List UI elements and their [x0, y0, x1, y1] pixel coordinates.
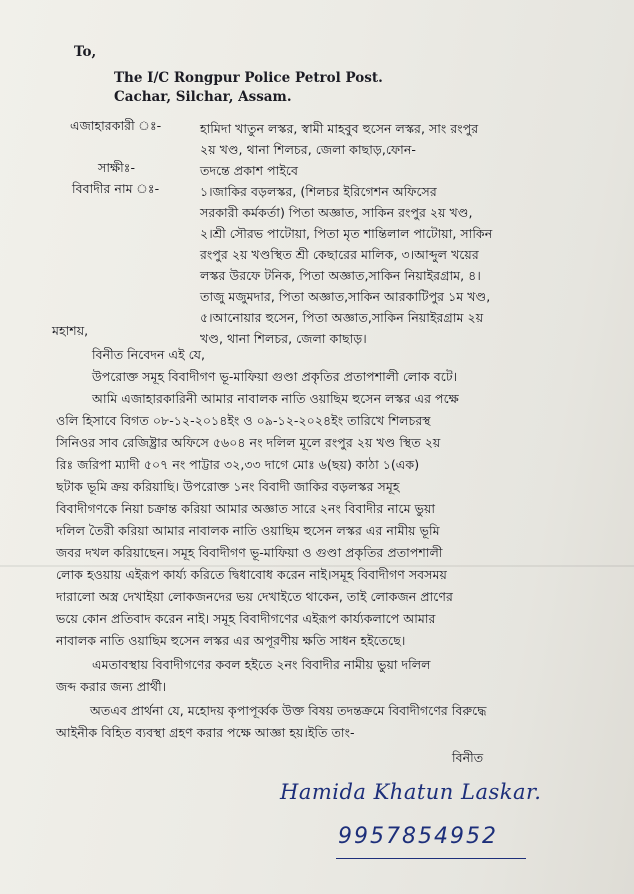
body-line: রিঃ জরিপা ম্যাদী ৫০৭ নং পাট্টার ৩২,৩৩ দাগে মোঃ ৬(ছয়) কাঠা ১(এক)	[56, 457, 420, 472]
recipient-line-2: Cachar, Silchar, Assam.	[114, 89, 292, 105]
body-line: ওলি হিসাবে বিগত ০৮-১২-২০১৪ইং ও ০৯-১২-২০২৪ইং তারিখে শিলচরস্থ	[56, 413, 431, 428]
accused-label: বিবাদীর নাম ঃ-	[72, 181, 160, 196]
body-line: উপরোক্ত সমূহ বিবাদীগণ ভূ-মাফিয়া গুণ্ডা প্রকৃতির প্রতাপশালী লোক বটে।	[92, 369, 458, 384]
body-line: সিনিওর সাব রেজিষ্ট্রার অফিসে ৫৬০৪ নং দলিল মূলে রংপুর ২য় খণ্ড স্থিত ২য়	[56, 435, 441, 450]
recipient-line-1: The I/C Rongpur Police Petrol Post.	[114, 70, 383, 86]
body-line: আমি এজাহারকারিনী আমার নাবালক নাতি ওয়াছিম হুসেন লস্কর এর পক্ষে	[92, 391, 459, 406]
body-line: নাবালক নাতি ওয়াছিম হুসেন লস্কর এর অপূরণীয় ক্ষতি সাধন হইতেছে।	[56, 633, 406, 648]
accused-line: রংপুর ২য় খণ্ডস্থিত শ্রী কেছারের মালিক, ৩।আব্দুল খয়ের	[200, 247, 479, 262]
salutation: মহাশয়,	[52, 323, 89, 338]
body-line: ভয়ে কোন প্রতিবাদ করেন নাই। সমূহ বিবাদীগণের এইরূপ কার্য্যকলাপে আমার	[56, 611, 436, 626]
signature: Hamida Khatun Laskar.	[280, 780, 542, 804]
body-line: এমতাবস্থায় বিবাদীগণের কবল হইতে ২নং বিবাদীর নামীয় ভুয়া দলিল	[92, 657, 431, 672]
body-line: জবর দখল করিয়াছেন। সমূহ বিবাদীগণ ভূ-মাফিয়া ও গুণ্ডা প্রকৃতির প্রতাপশালী	[56, 545, 443, 560]
complainant-value	[200, 118, 608, 160]
accused-line: ১।জাকির বড়লস্কর, (শিলচর ইরিগেশন অফিসের	[200, 184, 437, 199]
closing-word: বিনীত	[452, 750, 484, 765]
accused-line: সরকারী কর্মকর্তা) পিতা অজ্ঞাত, সাকিন রংপুর ২য় খণ্ড,	[200, 205, 473, 220]
complainant-line-1: হামিদা খাতুন লস্কর, স্বামী মাহবুব হুসেন লস্কর, সাং রংপুর	[200, 121, 479, 136]
body-line: দলিল তৈরী করিয়া আমার নাবালক নাতি ওয়াছিম হুসেন লস্কর এর নামীয় ভূমি	[56, 523, 440, 538]
accused-line: ৫।আনোয়ার হুসেন, পিতা অজ্ঞাত,সাকিন নিয়াইরগ্রাম ২য়	[200, 310, 484, 325]
witness-label: সাক্ষীঃ-	[98, 160, 136, 175]
recipient-to: To,	[74, 44, 97, 60]
phone-underline	[336, 858, 526, 859]
body-line: লোক হওয়ায় এইরূপ কার্য্য করিতে দ্বিধাবোধ করেন নাই।সমূহ বিবাদীগণ সবসময়	[56, 567, 447, 582]
accused-line: তাজু মজুমদার, পিতা অজ্ঞাত,সাকিন আরকাটিপুর ১ম খণ্ড,	[200, 289, 491, 304]
complainant-label: এজাহারকারী ঃ-	[70, 118, 162, 133]
body-line: আইনীক বিহিত ব্যবস্থা গ্রহণ করার পক্ষে আজ্ঞা হয়।ইতি তাং-	[56, 725, 355, 740]
body-line: বিবাদীগণকে নিয়া চক্রান্ত করিয়া আমার অজ্ঞাত সারে ২নং বিবাদীর নামে ভুয়া	[56, 501, 436, 516]
accused-line: ২।শ্রী সৌরভ পাটোয়া, পিতা মৃত শান্তিলাল পাটোয়া, সাকিন	[200, 226, 493, 241]
recipient-block	[74, 44, 383, 107]
body-line: দারালো অস্ত্র দেখাইয়া লোকজনদের ভয় দেখাইতে থাকেন, তাই লোকজন প্রাণের	[56, 589, 453, 604]
body-line: অতএব প্রার্থনা যে, মহোদয় কৃপাপূর্ব্বক উক্ত বিষয় তদন্তক্রমে বিবাদীগণের বিরুদ্ধে	[90, 703, 487, 718]
phone-number: 9957854952	[338, 824, 498, 849]
body-line: জব্দ করার জন্য প্রার্থী।	[56, 679, 167, 694]
accused-line: খণ্ড, থানা শিলচর, জেলা কাছাড়।	[200, 331, 367, 346]
accused-line: লস্কর উরফে টনিক, পিতা অজ্ঞাত,সাকিন নিয়াইরগ্রাম, ৪।	[200, 268, 481, 283]
witness-value: তদন্তে প্রকাশ পাইবে	[200, 163, 298, 178]
accused-value	[200, 181, 608, 349]
body-line: ছটাক ভূমি ক্রয় করিয়াছি। উপরোক্ত ১নং বিবাদী জাকির বড়লস্কর সমূহ	[56, 479, 400, 494]
complainant-line-2: ২য় খণ্ড, থানা শিলচর, জেলা কাছাড়,ফোন-	[200, 142, 416, 157]
body-line: বিনীত নিবেদন এই যে,	[92, 347, 206, 362]
